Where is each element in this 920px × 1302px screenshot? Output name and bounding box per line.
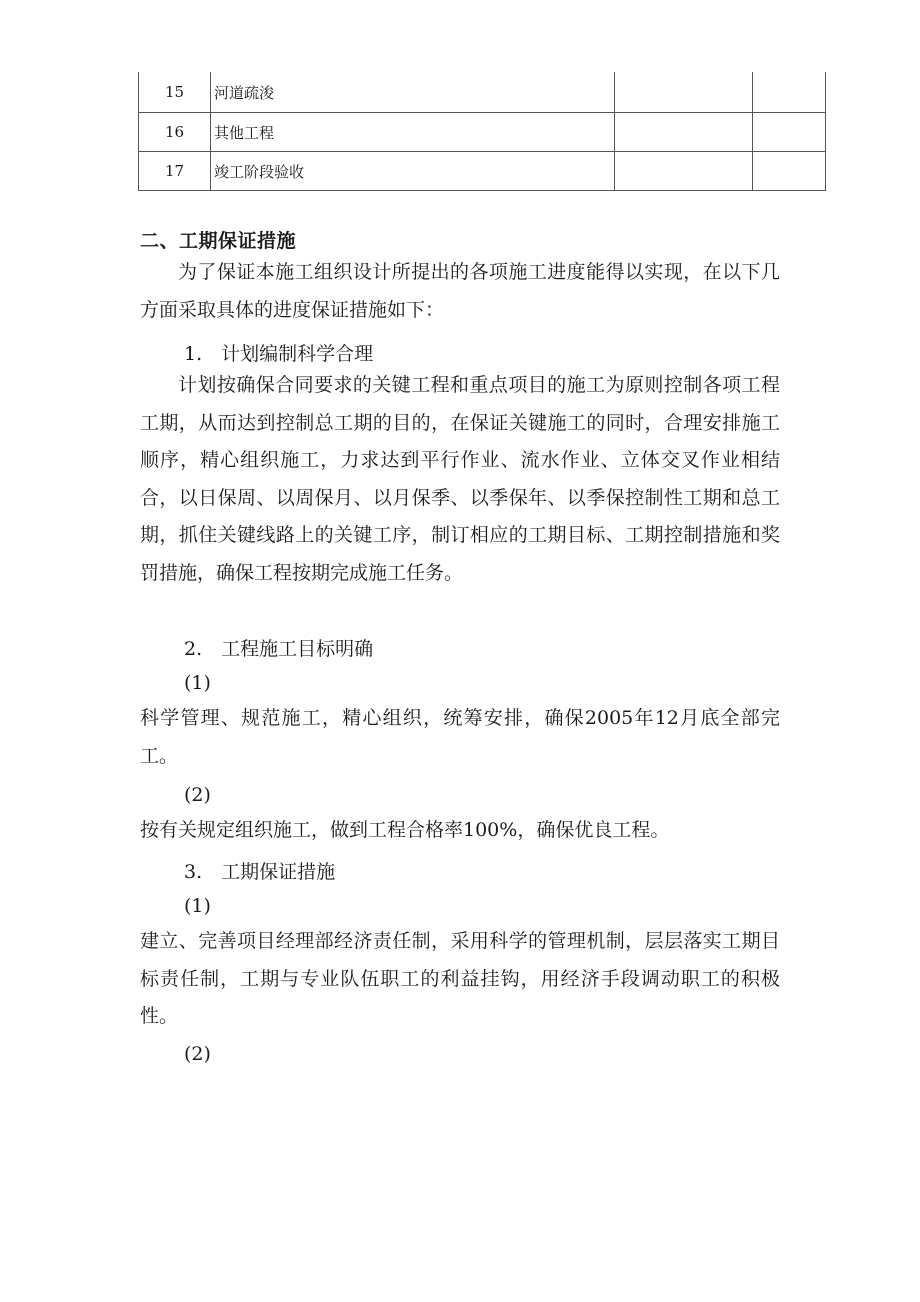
item3-sub1-text: 建立、完善项目经理部经济责任制，采用科学的管理机制，层层落实工期目标责任制，工期与专业队伍职工的利益挂钩，用经济手段调动职工的积极性。 [140,930,780,1027]
row-item-name: 竣工阶段验收 [211,152,615,191]
empty-cell [615,152,753,191]
row-number: 16 [139,113,211,152]
item1-title: 1. 计划编制科学合理 [184,343,374,365]
item2-sub1-marker: (1) [184,672,211,694]
item3-sub1-marker: (1) [184,895,211,917]
row-item-name: 其他工程 [211,113,615,152]
empty-cell [615,113,753,152]
row-number: 17 [139,152,211,191]
item2-sub2-text: 按有关规定组织施工，做到工程合格率100%，确保优良工程。 [140,819,670,841]
empty-cell [615,72,753,113]
schedule-table [138,72,826,191]
table-row [139,152,826,191]
empty-cell [753,72,826,113]
item1-body: 计划按确保合同要求的关键工程和重点项目的施工为原则控制各项工程工期，从而达到控制总工期的目的，在保证关键施工的同时，合理安排施工顺序，精心组织施工，力求达到平行作业、流水作业、立体交叉作业相结合，以日保周、以周保月、以月保季、以季保年、以季保控制性工期和总工期，抓住关键线路上的关键工序，制订相应的工期目标、工期控制措施和奖罚措施，确保工程按期完成施工任务。 [140,374,780,584]
intro-paragraph: 为了保证本施工组织设计所提出的各项施工进度能得以实现，在以下几方面采取具体的进度保证措施如下： [140,261,780,321]
item3-sub2-marker: (2) [184,1043,211,1065]
item3-title: 3. 工期保证措施 [184,861,336,883]
section-heading: 二、工期保证措施 [140,230,297,252]
item2-sub1-text: 科学管理、规范施工，精心组织，统筹安排，确保2005年12月底全部完工。 [140,707,780,767]
empty-cell [753,152,826,191]
empty-cell [753,113,826,152]
row-item-name: 河道疏浚 [211,72,615,113]
item2-sub2-marker: (2) [184,784,211,806]
row-number: 15 [139,72,211,113]
table-row [139,113,826,152]
item2-title: 2. 工程施工目标明确 [184,638,374,660]
table-row [139,72,826,113]
